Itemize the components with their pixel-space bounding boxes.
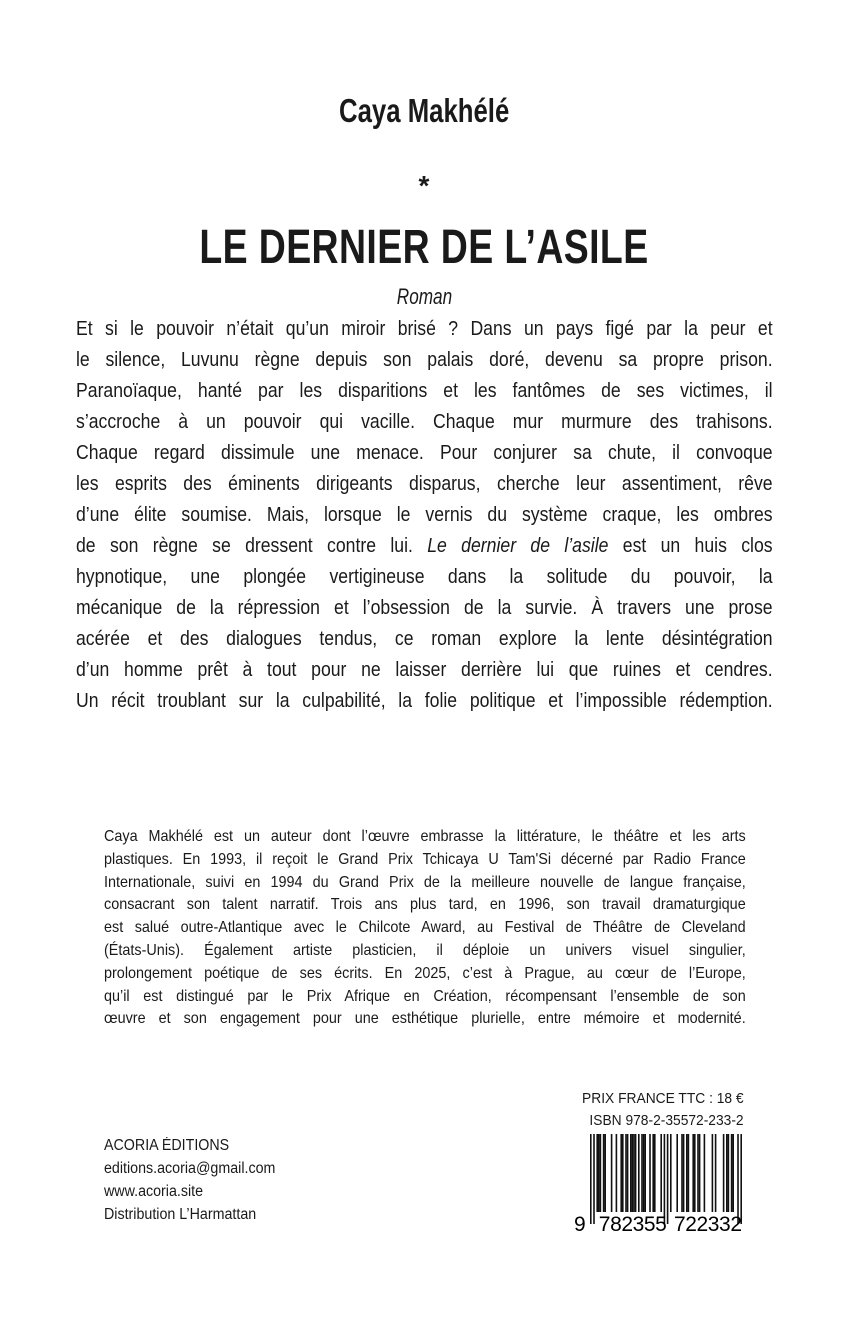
barcode-bar — [704, 1134, 706, 1212]
separator-asterisk: * — [418, 170, 430, 201]
barcode-bar — [590, 1134, 592, 1224]
author-name: Caya Makhélé — [338, 92, 510, 129]
publisher-website[interactable]: www.acoria.site — [104, 1183, 204, 1200]
barcode-bar — [600, 1134, 602, 1212]
barcode-bar — [611, 1134, 613, 1212]
barcode-bar — [688, 1134, 690, 1212]
blurb-line: Et si le pouvoir n’était qu’un miroir brisé ? Dans un pays figé par la peur et — [76, 317, 773, 340]
barcode-bar — [635, 1134, 637, 1212]
bio-line: Caya Makhélé est un auteur dont l’œuvre embrasse la littérature, le théâtre et les arts — [104, 828, 746, 845]
barcode-bar — [726, 1134, 728, 1212]
bio-line: qu’il est distingué par le Prix Afrique en Création, récompensant l’ensemble de son — [104, 987, 746, 1005]
barcode-bar — [667, 1134, 669, 1224]
barcode-bar — [728, 1134, 730, 1212]
barcode-bar — [660, 1134, 662, 1212]
bio-line: prolongement poétique de ses écrits. En 2025, c’est à Prague, au cœur de l’Europe, — [104, 964, 746, 982]
bio-line: consacrant son talent narratif. Trois ans plus tard, en 1996, son travail dramaturgique — [104, 896, 746, 914]
barcode-bar — [604, 1134, 606, 1212]
blurb-line — [76, 530, 773, 561]
book-title: LE DERNIER DE L’ASILE — [199, 221, 649, 274]
publisher-name: ACORIA ÉDITIONS — [104, 1137, 230, 1154]
blurb-text: est un huis clos — [608, 534, 773, 557]
barcode-bar — [670, 1134, 672, 1212]
blurb-line: mécanique de la répression et l’obsession de la survie. À travers une prose — [76, 596, 773, 619]
barcode-digits: 722332 — [674, 1213, 742, 1234]
blurb-text: de son règne se dressent contre lui. — [76, 534, 428, 557]
isbn-label: ISBN 978-2-35572-233-2 — [589, 1112, 744, 1129]
barcode-bar — [694, 1134, 696, 1212]
barcode-bar — [681, 1134, 683, 1212]
barcode-bar — [686, 1134, 688, 1212]
barcode-bar — [731, 1134, 733, 1212]
barcode-bar — [737, 1134, 739, 1224]
barcode-bar — [683, 1134, 685, 1212]
bio-line: œuvre et son engagement pour une esthétique plurielle, entre mémoire et modernité. — [104, 1010, 746, 1028]
barcode-bar — [649, 1134, 651, 1212]
price-label: PRIX FRANCE TTC : 18 € — [582, 1090, 744, 1107]
barcode-bar — [692, 1134, 694, 1212]
barcode-bar — [633, 1134, 635, 1212]
barcode-bar — [616, 1134, 618, 1212]
barcode-bar — [654, 1134, 656, 1212]
blurb-paragraph — [76, 313, 773, 716]
bio-line: est salué outre-Atlantique avec le Chilcote Award, au Festival de Théâtre de Cleveland — [104, 919, 746, 937]
barcode-bar — [715, 1134, 717, 1212]
barcode-bar — [598, 1134, 600, 1212]
bio-line: (États-Unis). Également artiste plasticien, il déploie un univers visuel singulier, — [104, 941, 746, 959]
barcode-bar — [630, 1134, 632, 1212]
barcode-bar — [697, 1134, 699, 1212]
barcode-bar — [593, 1134, 595, 1224]
barcode-bar — [632, 1134, 634, 1212]
barcode-bar — [664, 1134, 666, 1224]
blurb-line: s’accroche à un pouvoir qui vacille. Chaque mur murmure des trahisons. — [76, 410, 773, 433]
barcode-bar — [625, 1134, 627, 1212]
blurb-line: Un récit troublant sur la culpabilité, la folie politique et l’impossible rédemption. — [76, 689, 773, 712]
book-genre: Roman — [396, 284, 452, 309]
barcode-bar — [641, 1134, 643, 1212]
blurb-line: le silence, Luvunu règne depuis son palais doré, devenu sa propre prison. — [76, 348, 773, 371]
barcode-bar — [627, 1134, 629, 1212]
author-bio — [104, 826, 746, 1031]
blurb-line: les esprits des éminents dirigeants disparus, cherche leur assentiment, rêve — [76, 472, 773, 495]
title-reference: Le dernier de l’asile — [427, 534, 609, 557]
barcode-bar — [644, 1134, 646, 1212]
barcode-digits: 9 — [574, 1213, 586, 1234]
isbn-barcode — [574, 1134, 749, 1234]
blurb-line: d’une élite soumise. Mais, lorsque le vernis du système craque, les ombres — [76, 503, 773, 526]
barcode-bar — [723, 1134, 725, 1212]
barcode-digits: 782355 — [598, 1213, 667, 1234]
publisher-info — [104, 1134, 275, 1226]
barcode-bar — [699, 1134, 701, 1212]
publisher-email[interactable]: editions.acoria@gmail.com — [104, 1160, 276, 1177]
barcode-bar — [596, 1134, 598, 1212]
barcode-bar — [732, 1134, 734, 1212]
blurb-line: Paranoïaque, hanté par les disparitions et les fantômes de ses victimes, il — [76, 379, 773, 402]
blurb-line: d’un homme prêt à tout pour ne laisser derrière lui que ruines et cendres. — [76, 658, 773, 681]
barcode-bar — [740, 1134, 742, 1224]
distribution-info: Distribution L’Harmattan — [104, 1206, 257, 1223]
barcode-bar — [638, 1134, 640, 1212]
barcode-bar — [676, 1134, 678, 1212]
blurb-line: Chaque regard dissimule une menace. Pour conjurer sa chute, il convoque — [76, 441, 773, 464]
blurb-line: hypnotique, une plongée vertigineuse dans la solitude du pouvoir, la — [76, 565, 773, 588]
bio-line: plastiques. En 1993, il reçoit le Grand Prix Tchicaya U Tam'Si décerné par Radio France — [104, 850, 746, 868]
barcode-bar — [620, 1134, 622, 1212]
barcode-bar — [652, 1134, 654, 1212]
barcode-bar — [603, 1134, 605, 1212]
barcode-bar — [643, 1134, 645, 1212]
price-info — [582, 1088, 744, 1132]
blurb-line: acérée et des dialogues tendus, ce roman explore la lente désintégration — [76, 627, 773, 650]
bio-line: Internationale, suivi en 1994 du Grand Prix de la meilleure nouvelle de langue française, — [104, 873, 746, 891]
barcode-bar — [622, 1134, 624, 1212]
barcode-bar — [712, 1134, 714, 1212]
